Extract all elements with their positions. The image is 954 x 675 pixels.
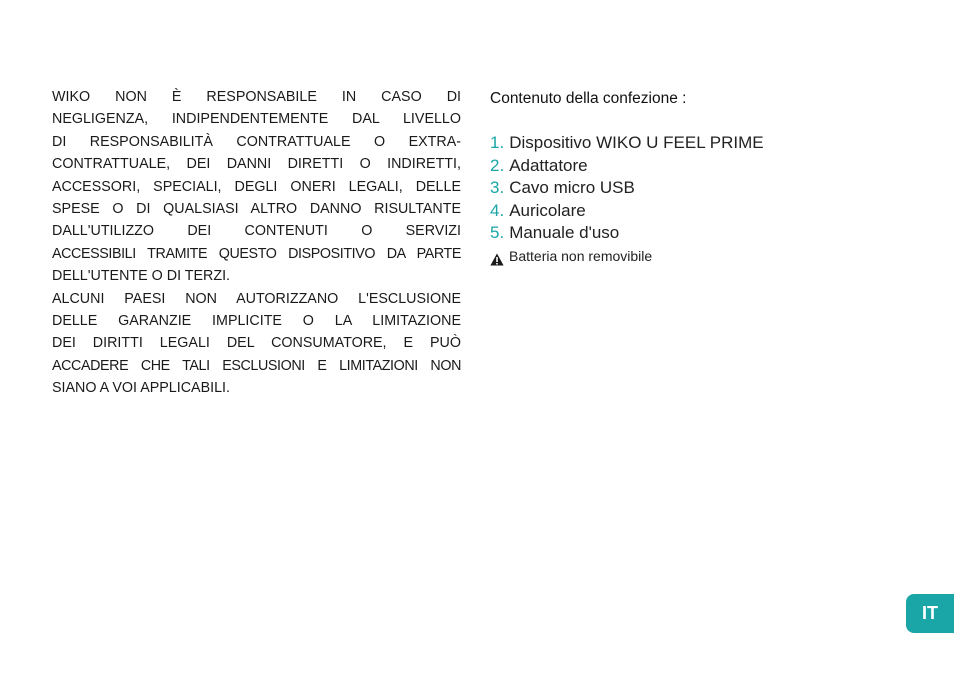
item-label: Adattatore (509, 155, 588, 175)
item-label: Manuale d'uso (509, 223, 620, 243)
disclaimer-line: SPESE O DI QUALSIASI ALTRO DANNO RISULTANTE (52, 201, 461, 218)
item-number: 3. (490, 178, 505, 198)
list-item (490, 155, 910, 178)
box-contents-heading: Contenuto della confezione : (490, 90, 687, 107)
list-item (490, 177, 910, 200)
warning-icon (490, 250, 504, 263)
disclaimer-text (52, 86, 461, 400)
list-item (490, 222, 910, 245)
disclaimer-line: DELLE GARANZIE IMPLICITE O LA LIMITAZIONE (52, 313, 461, 330)
item-number: 2. (490, 155, 505, 175)
box-contents (490, 88, 910, 267)
disclaimer-line: DI RESPONSABILITÀ CONTRATTUALE O EXTRA- (52, 133, 461, 150)
disclaimer-line: WIKO NON È RESPONSABILE IN CASO DI (52, 89, 461, 105)
item-label: Dispositivo WIKO U FEEL PRIME (509, 133, 764, 152)
item-label: Auricolare (509, 200, 586, 220)
disclaimer-line: DELL'UTENTE O DI TERZI. (52, 268, 231, 285)
box-contents-list (490, 132, 910, 245)
item-label: Cavo micro USB (509, 178, 635, 198)
disclaimer-line: SIANO A VOI APPLICABILI. (52, 380, 230, 397)
disclaimer-line: ACCADERE CHE TALI ESCLUSIONI E LIMITAZIONI NON (52, 357, 461, 374)
disclaimer-line: DEI DIRITTI LEGALI DEL CONSUMATORE, E PUÒ (52, 335, 461, 352)
disclaimer-line: ALCUNI PAESI NON AUTORIZZANO L'ESCLUSIONE (52, 290, 461, 307)
disclaimer-line: ACCESSORI, SPECIALI, DEGLI ONERI LEGALI, DELLE (52, 178, 461, 195)
disclaimer-line: CONTRATTUALE, DEI DANNI DIRETTI O INDIRETTI, (52, 156, 461, 173)
item-number: 4. (490, 200, 505, 220)
battery-note-text: Batteria non removibile (509, 247, 653, 264)
disclaimer-line: DALL'UTILIZZO DEI CONTENUTI O SERVIZI (52, 223, 461, 240)
battery-note (490, 245, 910, 267)
disclaimer-line: ACCESSIBILI TRAMITE QUESTO DISPOSITIVO DA PARTE (52, 245, 461, 262)
disclaimer-line: NEGLIGENZA, INDIPENDENTEMENTE DAL LIVELLO (52, 111, 461, 128)
list-item (490, 132, 910, 155)
language-tab: IT (906, 594, 954, 633)
list-item (490, 200, 910, 223)
item-number: 5. (490, 223, 505, 243)
item-number: 1. (490, 133, 505, 152)
